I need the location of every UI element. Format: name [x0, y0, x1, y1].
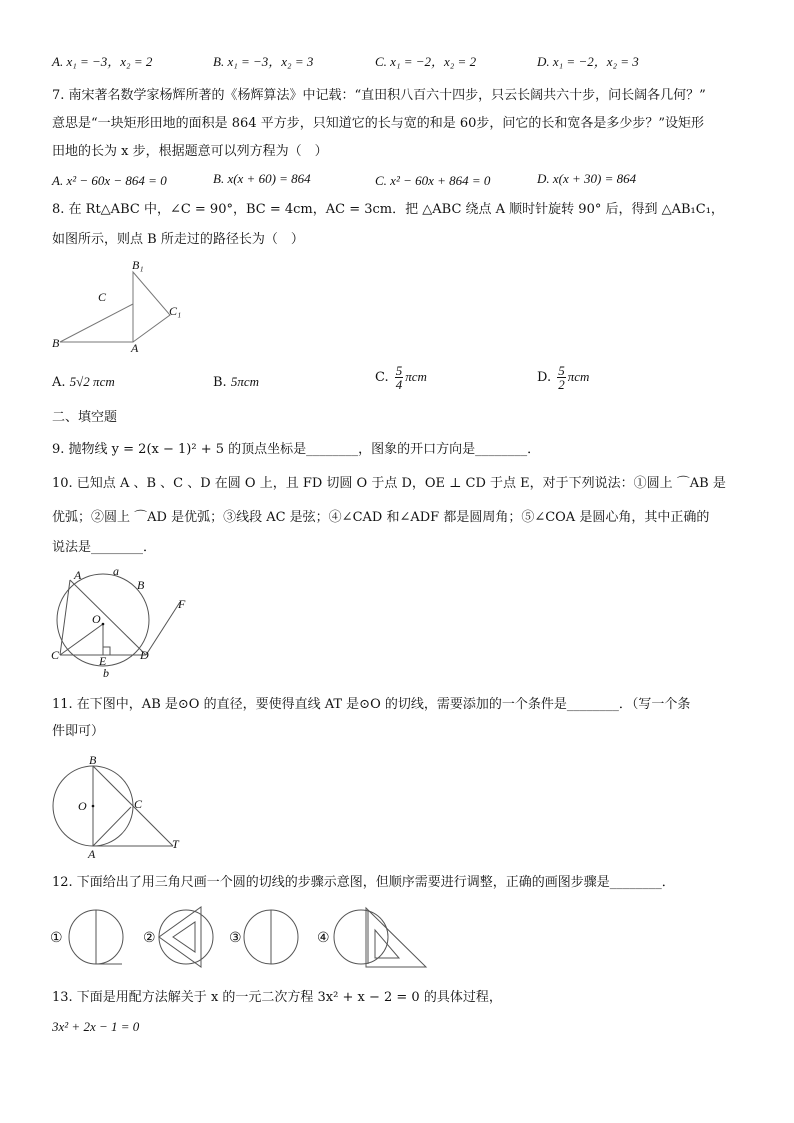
q10-label-e: E [99, 654, 107, 668]
q7-stem-line-1: 7. 南宋著名数学家杨辉所著的《杨辉算法》中记载：“直田积八百六十四步，只云长阔共六十步，问长阔各几何？” [52, 88, 706, 103]
q6-option-a: A. x₁ = −3，x₂ = 2 [52, 54, 153, 69]
q8-stem-line-1: 8. 在 Rt△ABC 中，∠C = 90°，BC = 4cm，AC = 3cm．把 △ABC 绕点 A 顺时针旋转 90° 后，得到 △AB₁C₁， [52, 202, 724, 217]
q10-label-c: C [51, 648, 60, 662]
q12-marker-3: ③ [229, 930, 242, 946]
q11-tangent-figure [48, 752, 188, 862]
q8-option-b: B. 5πcm [213, 374, 259, 390]
q8-label-c1: C₁ [169, 304, 182, 318]
q8-option-d: D. $\frac{5}{2}$ πcm [537, 363, 590, 392]
q8-rotation-figure [48, 255, 198, 355]
q12-stem: 12. 下面给出了用三角尺画一个圆的切线的步骤示意图，但顺序需要进行调整，正确的画图步骤是________． [52, 875, 675, 890]
q13-equation: 3x² + 2x − 1 = 0 [52, 1019, 140, 1034]
q10-label-f: F [178, 597, 186, 611]
q10-circle-figure [48, 560, 198, 680]
q10-stem-line-2: 优弧；②圆上 ⌒AD 是优弧；③线段 AC 是弦；④∠CAD 和∠ADF 都是圆周角；⑤∠COA 是圆心角，其中正确的 [52, 510, 710, 525]
q10-label-b: B [137, 578, 145, 592]
q10-stem-line-3: 说法是________． [52, 540, 157, 555]
q12-marker-2: ② [143, 930, 156, 946]
q11-stem-line-1: 11. 在下图中，AB 是⊙O 的直径，要使得直线 AT 是⊙O 的切线，需要添加的一个条件是________．（写一个条 [52, 697, 691, 712]
q6-option-c: C. x₁ = −2，x₂ = 2 [375, 54, 477, 69]
q6-option-b: B. x₁ = −3，x₂ = 3 [213, 54, 314, 69]
q12-marker-4: ④ [317, 930, 330, 946]
q11-stem-line-2: 件即可） [52, 724, 105, 739]
q9-stem: 9. 抛物线 y = 2(x − 1)² + 5 的顶点坐标是________，图象的开口方向是________． [52, 442, 541, 457]
q11-label-t: T [172, 837, 179, 851]
section-title: 二、填空题 [52, 410, 118, 425]
q11-label-a: A [88, 847, 96, 861]
q7-option-a: A. x² − 60x − 864 = 0 [52, 173, 167, 188]
q10-stem-line-1: 10. 已知点 A 、B 、C 、D 在圆 O 上，且 FD 切圆 O 于点 D，OE ⊥ CD 于点 E，对于下列说法：①圆上 ⌒AB 是 [52, 476, 726, 491]
q8-option-c: C. $\frac{5}{4}$ πcm [375, 363, 427, 392]
q12-step-3-figure [244, 910, 298, 964]
q10-label-a: A [74, 568, 82, 582]
q13-stem: 13. 下面是用配方法解关于 x 的一元二次方程 3x² + x − 2 = 0 的具体过程， [52, 990, 502, 1005]
q11-label-c: C [134, 797, 143, 811]
q12-step-1-figure [69, 910, 123, 964]
q10-label-o: O [92, 612, 101, 626]
q8-label-b: B [52, 336, 60, 350]
q12-steps-figure [66, 905, 431, 970]
q12-step-4-figure [334, 908, 426, 967]
q8-stem-line-2: 如图所示，则点 B 所走过的路径长为（ ） [52, 232, 304, 247]
q7-stem-line-3: 田地的长为 x 步，根据题意可以列方程为（ ） [52, 144, 328, 159]
q7-option-c: C. x² − 60x + 864 = 0 [375, 173, 491, 188]
q7-option-b: B. x(x + 60) = 864 [213, 171, 311, 186]
q7-stem-line-2: 意思是“一块矩形田地的面积是 864 平方步，只知道它的长与宽的和是 60步，问它的长和宽各是多少步？”设矩形 [52, 116, 705, 131]
q11-label-b: B [89, 753, 97, 767]
q6-option-d: D. x₁ = −2，x₂ = 3 [537, 54, 639, 69]
q10-label-arc-a: a [113, 564, 119, 578]
fraction: $\frac{5}{2}$ [558, 363, 565, 392]
q8-label-c: C [98, 290, 107, 304]
q10-label-arc-b: b [103, 666, 109, 680]
q12-marker-1: ① [50, 930, 63, 946]
q10-label-d: D [140, 648, 149, 662]
fraction: $\frac{5}{4}$ [395, 363, 403, 392]
q8-label-a: A [131, 341, 139, 355]
q7-option-d: D. x(x + 30) = 864 [537, 171, 637, 186]
q11-label-o: O [78, 799, 87, 813]
q8-label-b1: B₁ [132, 258, 144, 272]
q12-step-2-figure [159, 907, 213, 967]
q8-option-a: A. 5√2 πcm [52, 374, 115, 390]
